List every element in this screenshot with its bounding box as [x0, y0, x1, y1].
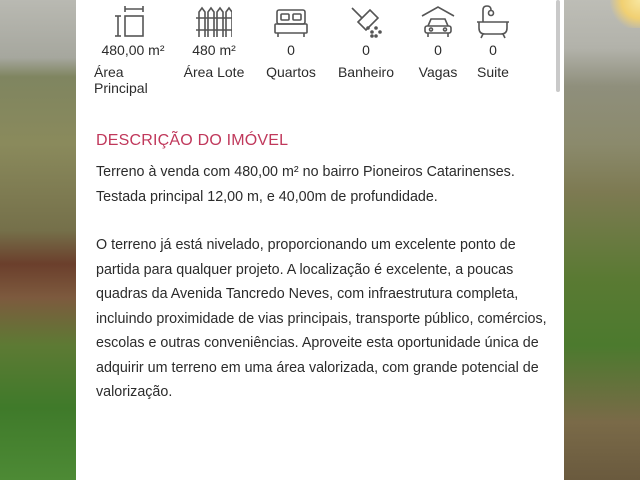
feature-value: 0	[287, 42, 295, 58]
bathtub-icon	[475, 4, 511, 40]
description-paragraph: Terreno à venda com 480,00 m² no bairro Pioneiros Catarinenses.	[96, 164, 515, 180]
sun-glare	[610, 0, 640, 28]
feature-label: Banheiro	[337, 64, 395, 80]
description-paragraph: O terreno já está nivelado, proporcionando um excelente ponto de partida para qualquer projeto. A localização é excelente, a poucas quadras da Avenida Tancredo Neves, com infraestrutura completa, incluindo proximidade de vias principais, transporte público, comércios, escolas e outras conveniências. Aproveite esta oportunidade única de adquirir um terreno em uma área valorizada, com grande potencial de valorização.	[96, 237, 547, 400]
feature-suite	[470, 4, 516, 86]
feature-value: 0	[489, 42, 497, 58]
feature-label: Suite	[477, 64, 509, 80]
feature-vagas	[406, 4, 470, 86]
fence-icon	[196, 4, 232, 40]
shower-icon	[348, 4, 384, 40]
background-photo-left	[0, 0, 76, 480]
property-details-panel[interactable]	[76, 0, 564, 480]
description-paragraph: Testada principal 12,00 m, e 40,00m de profundidade.	[96, 188, 438, 205]
feature-banheiro	[326, 4, 406, 86]
background-photo-right	[564, 0, 640, 480]
feature-value: 0	[434, 42, 442, 58]
scrollbar-thumb[interactable]	[556, 0, 560, 92]
bed-icon	[273, 4, 309, 40]
description-text	[96, 160, 556, 405]
feature-value: 0	[362, 42, 370, 58]
feature-row	[94, 4, 544, 96]
feature-area-principal	[94, 4, 172, 96]
feature-label: Área Lote	[183, 64, 245, 80]
feature-label: Vagas	[418, 64, 458, 80]
feature-label: Área Principal	[94, 64, 148, 96]
feature-area-lote	[172, 4, 256, 86]
description-title: DESCRIÇÃO DO IMÓVEL	[96, 132, 289, 149]
feature-value: 480 m²	[192, 42, 236, 58]
area-icon	[115, 4, 151, 40]
car-icon	[420, 4, 456, 40]
feature-value: 480,00 m²	[101, 42, 165, 58]
feature-quartos	[256, 4, 326, 86]
feature-label: Quartos	[266, 64, 316, 80]
